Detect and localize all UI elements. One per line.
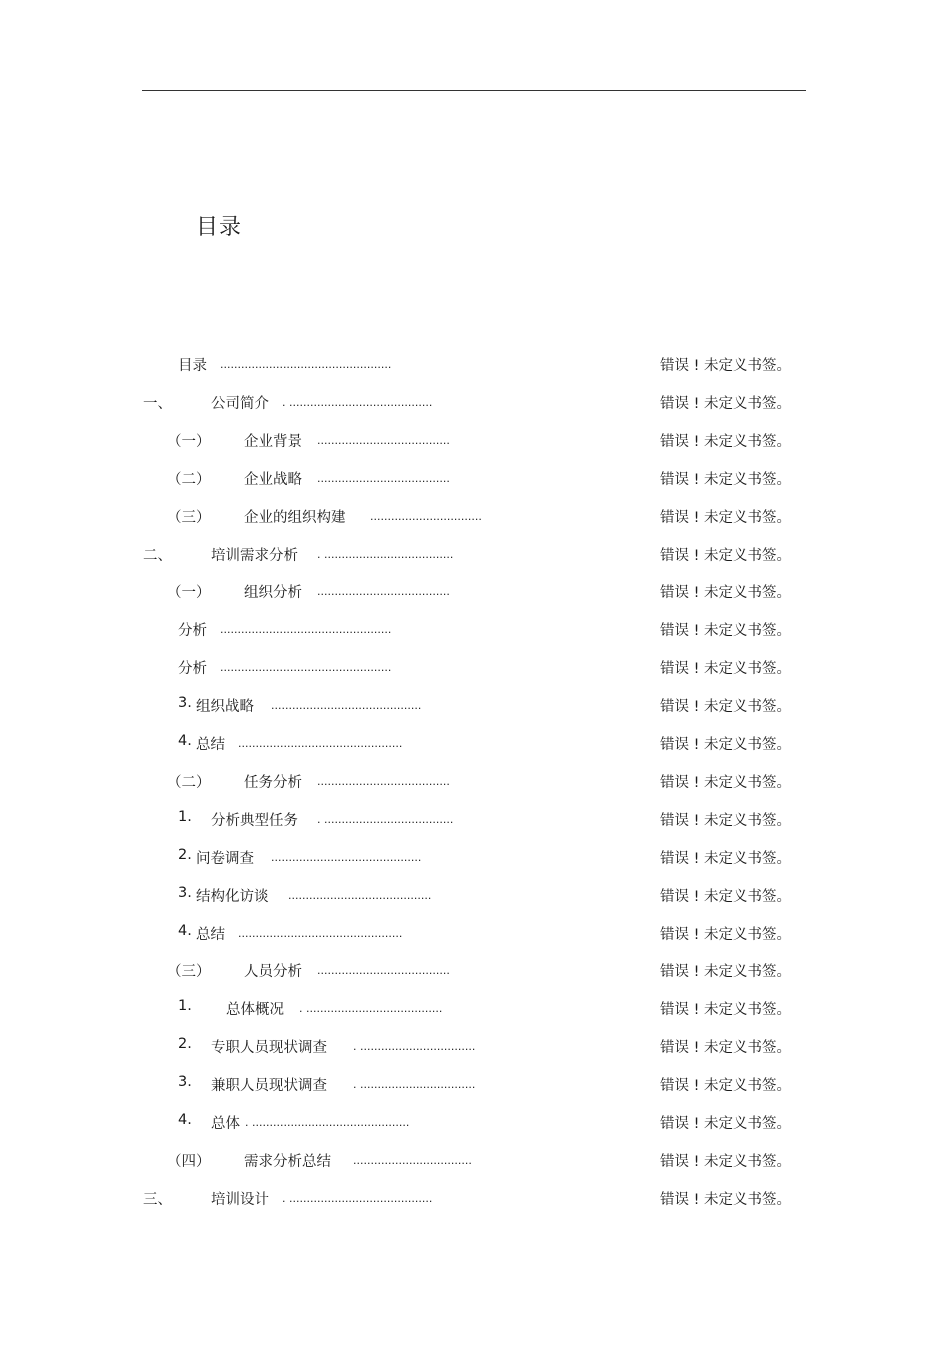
toc-entry-title: 任务分析 — [244, 774, 302, 791]
toc-entry-number: 4. — [178, 922, 192, 939]
toc-entry-page-ref: 错误 ! 未定义书签。 — [660, 471, 792, 488]
toc-entry[interactable] — [0, 1065, 950, 1103]
toc-entry-number: 1. — [178, 998, 192, 1015]
toc-entry-leader-dots: ................................................. — [220, 623, 392, 637]
toc-entry-number: 2. — [178, 1036, 192, 1053]
toc-entry-leader-dots: . ......................................... — [282, 1191, 433, 1205]
toc-entry-page-ref: 错误 ! 未定义书签。 — [660, 1153, 792, 1170]
toc-entry-title: 兼职人员现状调查 — [211, 1078, 327, 1095]
toc-entry-number: 一、 — [143, 395, 172, 412]
toc-entry[interactable] — [0, 648, 950, 686]
toc-entry-number: 3. — [178, 1074, 192, 1091]
toc-entry-title: 组织战略 — [196, 699, 254, 716]
toc-entry[interactable] — [0, 345, 950, 383]
toc-entry[interactable] — [0, 497, 950, 535]
toc-entry-leader-dots: ...................................... — [317, 585, 450, 599]
toc-entry-page-ref: 错误 ! 未定义书签。 — [660, 661, 792, 678]
toc-entry[interactable] — [0, 951, 950, 989]
toc-entry-page-ref: 错误 ! 未定义书签。 — [660, 850, 792, 867]
toc-entry-leader-dots: ................................ — [370, 509, 482, 523]
toc-entry[interactable] — [0, 800, 950, 838]
toc-entry-number: （三） — [167, 964, 211, 981]
toc-entry-leader-dots: . ................................. — [353, 1040, 476, 1054]
toc-entry-page-ref: 错误 ! 未定义书签。 — [660, 1116, 792, 1132]
toc-entry-leader-dots: ................................................. — [220, 358, 392, 371]
toc-entry-number: （二） — [167, 774, 211, 791]
toc-entry[interactable] — [0, 535, 950, 573]
toc-entry-title: 人员分析 — [244, 964, 302, 981]
toc-entry-page-ref: 错误 ! 未定义书签。 — [660, 964, 792, 981]
toc-entry-page-ref: 错误 ! 未定义书签。 — [660, 926, 792, 943]
toc-entry-title: 企业战略 — [244, 471, 302, 488]
toc-entry-number: 2. — [178, 846, 192, 863]
toc-entry-title: 分析 — [178, 661, 207, 678]
toc-entry[interactable] — [0, 1141, 950, 1179]
toc-entry-title: 培训需求分析 — [211, 547, 298, 564]
toc-entry-leader-dots: ...................................... — [317, 433, 450, 447]
toc-entry-title: 组织分析 — [244, 585, 302, 602]
toc-entry-leader-dots: . ..................................... — [317, 547, 454, 561]
toc-entry-page-ref: 错误 ! 未定义书签。 — [660, 509, 792, 526]
toc-entry[interactable] — [0, 914, 950, 952]
toc-entry[interactable] — [0, 1103, 950, 1141]
toc-entry-leader-dots: ........................................... — [271, 699, 422, 713]
toc-entry-title: 分析典型任务 — [211, 812, 298, 829]
toc-entry-page-ref: 错误 ! 未定义书签。 — [660, 812, 792, 829]
toc-entry-page-ref: 错误 ! 未定义书签。 — [660, 433, 792, 450]
toc-entry-title: 公司简介 — [211, 395, 269, 412]
toc-entry-number: 二、 — [143, 547, 172, 564]
toc-entry-leader-dots: . ..................................... — [317, 812, 454, 826]
toc-entry-page-ref: 错误 ! 未定义书签。 — [660, 1191, 792, 1208]
toc-entry[interactable] — [0, 762, 950, 800]
toc-entry[interactable] — [0, 1027, 950, 1065]
toc-entry-leader-dots: . ......................................... — [282, 395, 433, 409]
toc-entry-page-ref: 错误 ! 未定义书签。 — [660, 547, 792, 564]
toc-entry-title: 问卷调查 — [196, 850, 254, 867]
toc-entry-leader-dots: . ............................................. — [245, 1116, 410, 1129]
toc-entry-title: 专职人员现状调查 — [211, 1040, 327, 1057]
toc-entry-number: 1. — [178, 808, 192, 825]
toc-entry-number: 4. — [178, 1112, 192, 1128]
toc-entry-leader-dots: ...................................... — [317, 471, 450, 485]
toc-entry-leader-dots: ......................................... — [288, 888, 432, 902]
toc-entry-title: 企业的组织构建 — [244, 509, 346, 526]
toc-entry[interactable] — [0, 989, 950, 1027]
toc-entry-title: 总体 — [211, 1116, 240, 1132]
toc-entry-title: 总结 — [196, 926, 225, 943]
toc-entry-title: 企业背景 — [244, 433, 302, 450]
toc-entry-page-ref: 错误 ! 未定义书签。 — [660, 1078, 792, 1095]
toc-entry-number: （一） — [167, 433, 211, 450]
toc-entry[interactable] — [0, 724, 950, 762]
toc-entry-page-ref: 错误 ! 未定义书签。 — [660, 737, 792, 753]
toc-entry-title: 分析 — [178, 623, 207, 640]
toc-entry[interactable] — [0, 459, 950, 497]
toc-entry-leader-dots: . ................................. — [353, 1078, 476, 1092]
toc-entry-page-ref: 错误 ! 未定义书签。 — [660, 1040, 792, 1057]
toc-entry-leader-dots: ...................................... — [317, 774, 450, 788]
toc-entry-title: 培训设计 — [211, 1191, 269, 1208]
toc-entry-leader-dots: .................................. — [353, 1153, 472, 1167]
toc-entry-page-ref: 错误 ! 未定义书签。 — [660, 774, 792, 791]
toc-entry[interactable] — [0, 686, 950, 724]
toc-entry-number: （三） — [167, 509, 211, 526]
page-title: 目录 — [196, 215, 243, 240]
toc-entry-number: （一） — [167, 585, 211, 602]
toc-entry-leader-dots: ...................................... — [317, 964, 450, 978]
toc-entry-page-ref: 错误 ! 未定义书签。 — [660, 888, 792, 905]
toc-entry-number: （二） — [167, 471, 211, 488]
toc-entry[interactable] — [0, 572, 950, 610]
toc-entry-leader-dots: ........................................... — [271, 850, 422, 864]
toc-entry-number: 4. — [178, 733, 192, 749]
toc-entry-leader-dots: ............................................... — [238, 926, 403, 940]
toc-entry[interactable] — [0, 421, 950, 459]
toc-entry-page-ref: 错误 ! 未定义书签。 — [660, 358, 792, 374]
toc-entry-title: 需求分析总结 — [244, 1153, 331, 1170]
toc-entry-page-ref: 错误 ! 未定义书签。 — [660, 699, 792, 716]
toc-entry-title: 目录 — [178, 358, 207, 374]
toc-entry[interactable] — [0, 838, 950, 876]
toc-entry-number: 3. — [178, 884, 192, 901]
toc-entry-title: 总结 — [196, 737, 225, 753]
toc-entry-number: （四） — [167, 1153, 211, 1170]
toc-entry-page-ref: 错误 ! 未定义书签。 — [660, 623, 792, 640]
toc-entry-page-ref: 错误 ! 未定义书签。 — [660, 585, 792, 602]
toc-entry-number: 3. — [178, 695, 192, 712]
toc-entry-title: 总体概况 — [226, 1002, 284, 1019]
toc-entry-page-ref: 错误 ! 未定义书签。 — [660, 395, 792, 412]
toc-entry[interactable] — [0, 876, 950, 914]
toc-entry-page-ref: 错误 ! 未定义书签。 — [660, 1002, 792, 1019]
header-rule — [142, 90, 806, 91]
toc-entry[interactable] — [0, 1179, 950, 1217]
toc-entry-leader-dots: ................................................. — [220, 661, 392, 675]
toc-entry-title: 结构化访谈 — [196, 888, 269, 905]
toc-entry-number: 三、 — [143, 1191, 172, 1208]
toc-entry-leader-dots: ............................................... — [238, 737, 403, 750]
toc-entry[interactable] — [0, 610, 950, 648]
toc-entry-leader-dots: . ....................................... — [299, 1002, 443, 1016]
toc-entry[interactable] — [0, 383, 950, 421]
